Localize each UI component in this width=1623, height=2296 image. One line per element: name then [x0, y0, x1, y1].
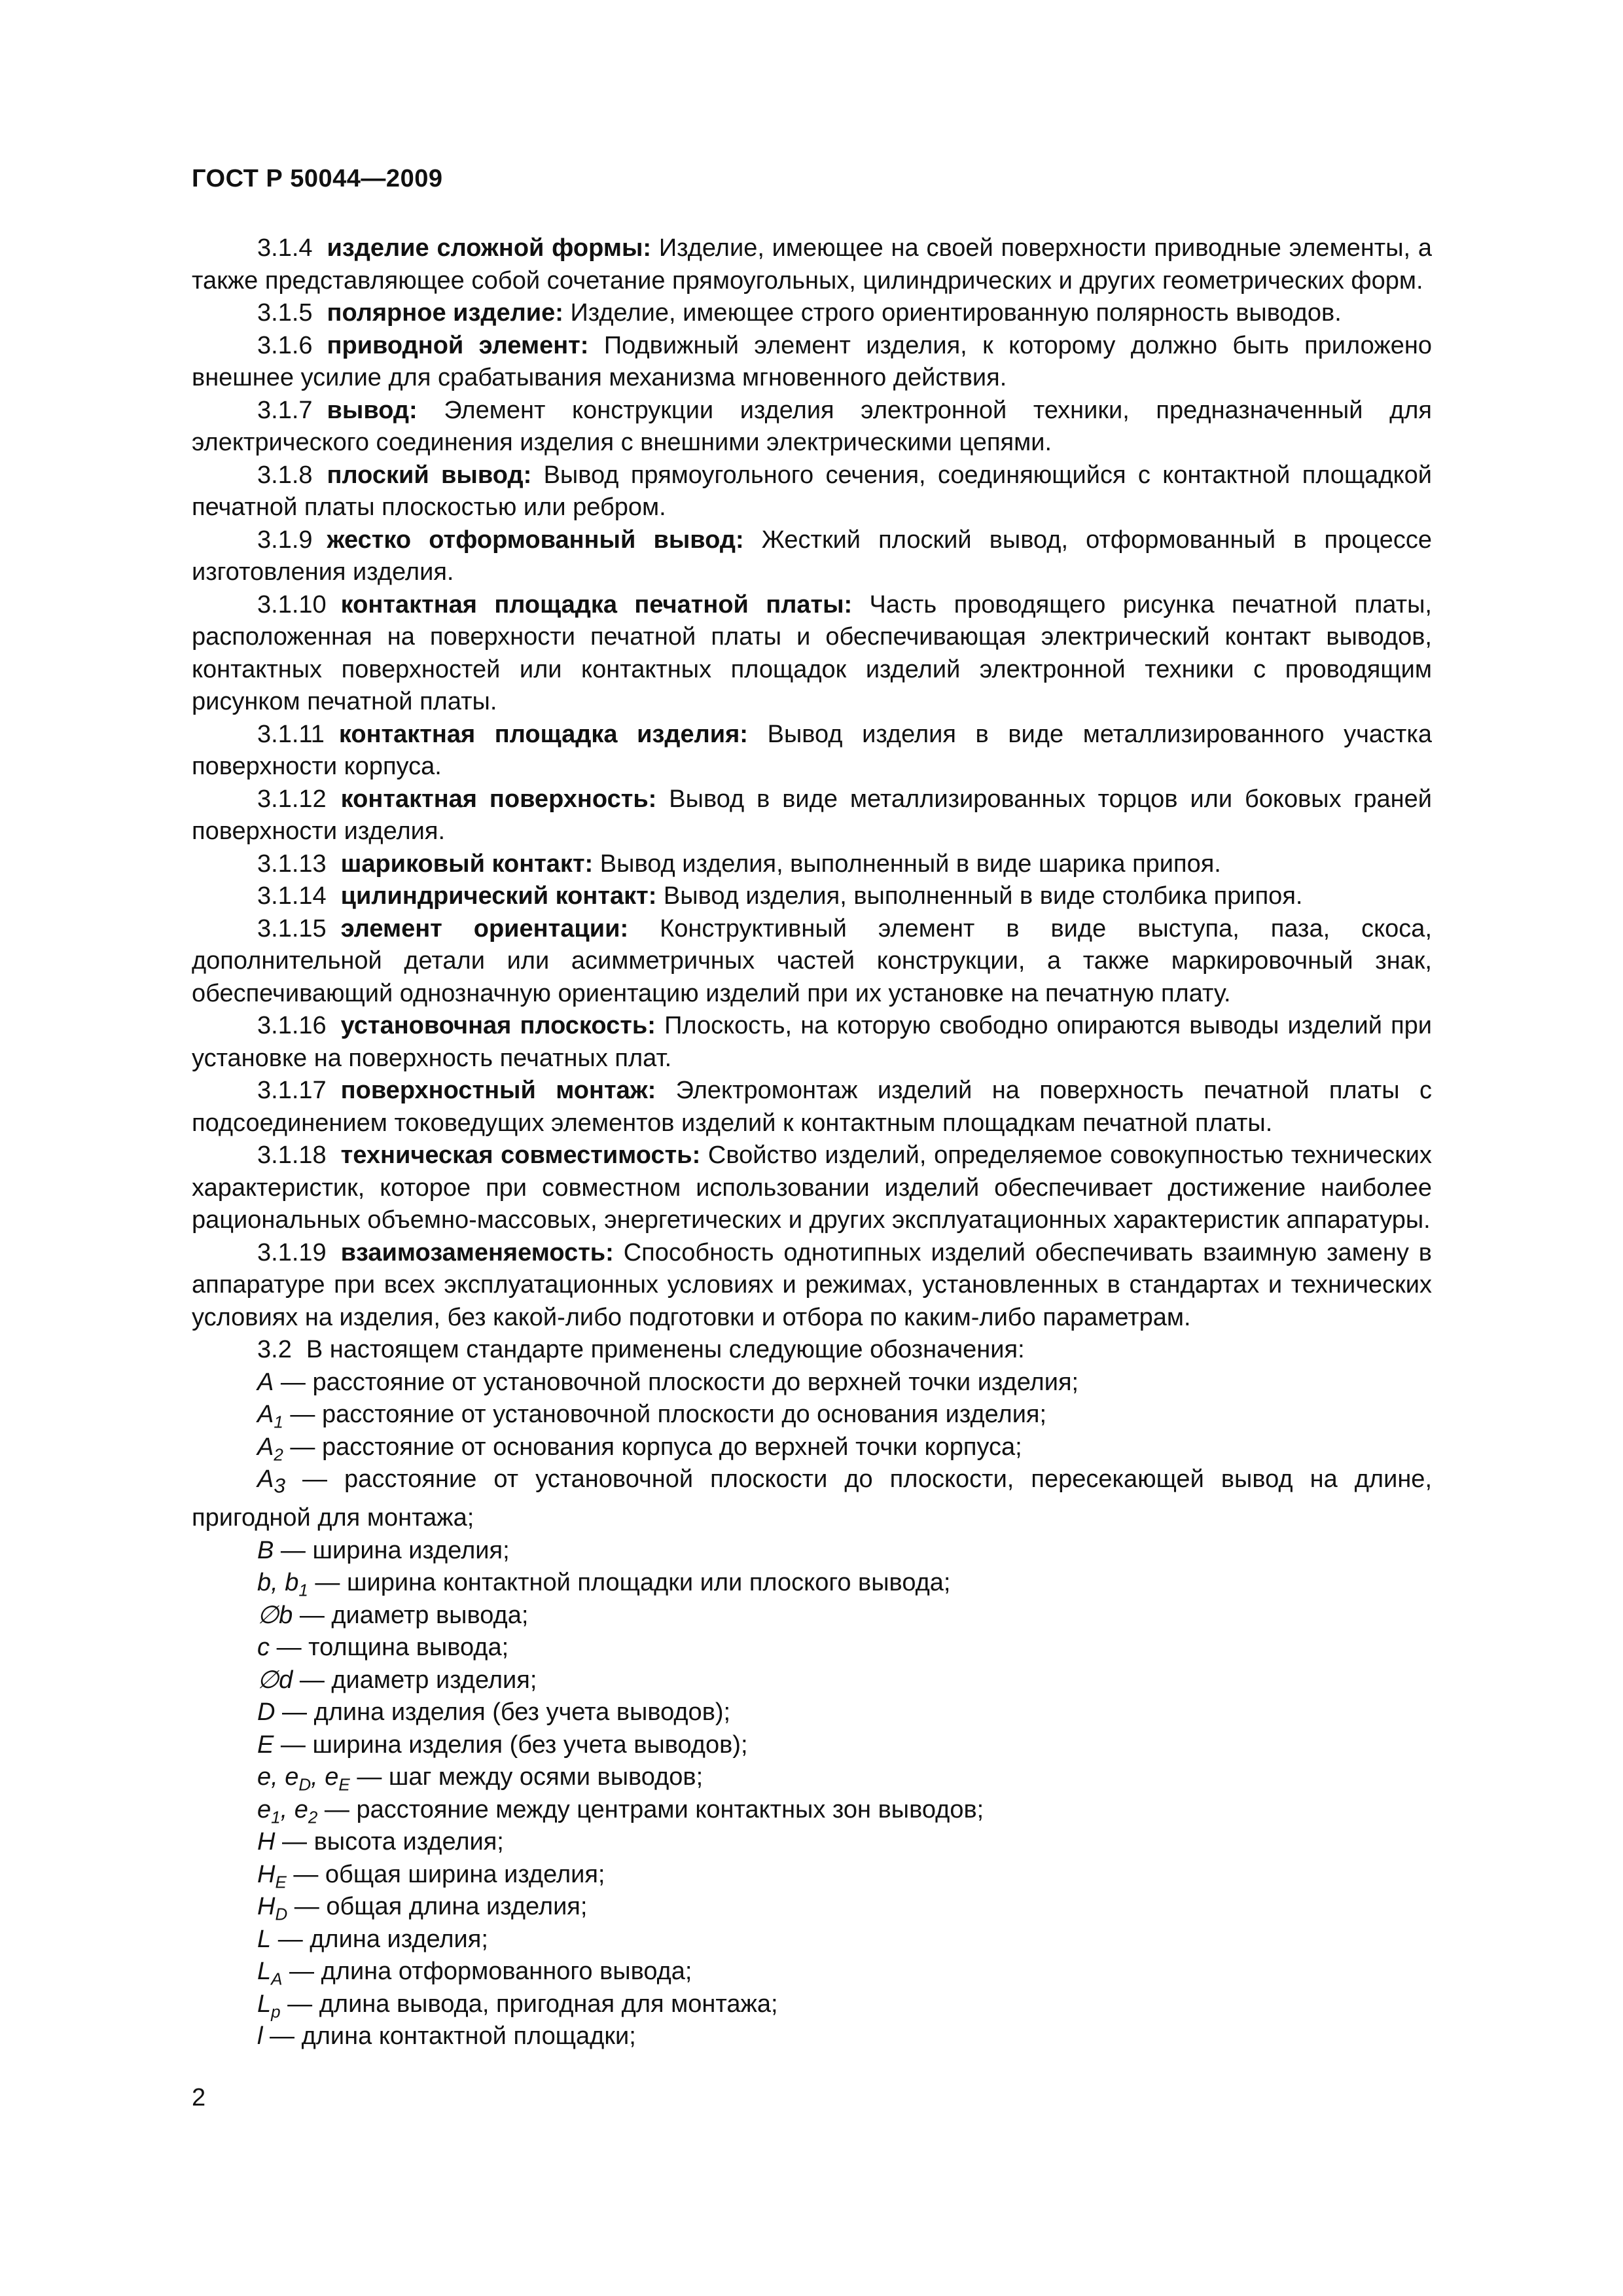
symbol-letter: A — [257, 1433, 274, 1461]
definition-term: шариковый контакт: — [340, 850, 594, 878]
definition-term: контактная площадка изделия: — [338, 720, 748, 748]
symbol-subscript: p — [271, 2001, 281, 2022]
symbol-description: — длина изделия (без учета выводов); — [282, 1698, 731, 1727]
definition-term: цилиндрический контакт: — [340, 882, 657, 910]
symbol-description: — расстояние от установочной плоскости до верхней точки изделия; — [280, 1368, 1079, 1396]
definition-item — [192, 297, 1432, 330]
symbol-description: — общая ширина изделия; — [293, 1860, 605, 1888]
symbol-description: — расстояние от основания корпуса до верхней точки корпуса; — [290, 1433, 1022, 1461]
symbol-description: — длина изделия; — [277, 1925, 488, 1953]
definition-number: 3.1.17 — [257, 1077, 327, 1104]
symbol-description: — диаметр изделия; — [299, 1666, 537, 1694]
definition-text: Жесткий плоский вывод, отформованный в процессе изготовления изделия. — [192, 526, 1432, 586]
symbol-item — [257, 1431, 1432, 1464]
symbol-subscript: 1 — [298, 1580, 308, 1600]
symbol-item — [257, 1891, 1432, 1924]
symbol-letter: H — [257, 1828, 276, 1856]
definition-item — [192, 459, 1432, 524]
symbol-description: — длина вывода, пригодная для монтажа; — [287, 1990, 778, 2018]
symbol-letter: c — [257, 1634, 270, 1662]
definition-text: Вывод в виде металлизированных торцов или боковых граней поверхности изделия. — [192, 785, 1432, 845]
symbol-subscript: D — [298, 1774, 312, 1795]
definition-number: 3.1.19 — [257, 1238, 327, 1266]
definition-term: элемент ориентации: — [340, 914, 629, 942]
definition-number: 3.1.6 — [257, 331, 313, 359]
symbol-description: — ширина изделия (без учета выводов); — [280, 1731, 748, 1759]
symbol-subscript: E — [275, 1872, 287, 1892]
symbol-description: — длина отформованного вывода; — [289, 1958, 692, 1986]
symbol-description: — расстояние от установочной плоскости до основания изделия; — [290, 1401, 1047, 1428]
symbol-letter: e, e — [257, 1763, 299, 1791]
definition-item — [192, 589, 1432, 719]
definition-text: Вывод изделия, выполненный в виде столбика припоя. — [663, 882, 1303, 910]
symbol-description: — высота изделия; — [282, 1828, 504, 1856]
definition-term: контактная поверхность: — [340, 785, 657, 813]
definition-item — [192, 330, 1432, 395]
symbol-letter: B — [257, 1536, 274, 1564]
definition-text: Вывод изделия в виде металлизированного участка поверхности корпуса. — [192, 720, 1433, 780]
symbol-item — [257, 1729, 1432, 1762]
definition-term: поверхностный монтаж: — [340, 1077, 656, 1104]
definition-item — [192, 719, 1432, 783]
symbol-item — [257, 1399, 1432, 1431]
definition-item — [192, 1010, 1432, 1075]
symbol-letter: A — [257, 1465, 274, 1493]
section-3-2 — [192, 1334, 1432, 1367]
symbol-letter: l — [257, 2022, 263, 2051]
definition-number: 3.1.14 — [257, 882, 327, 910]
symbol-subscript: 1 — [271, 1807, 281, 1827]
definition-item — [192, 880, 1432, 913]
definition-term: жестко отформованный вывод: — [327, 526, 744, 554]
definition-term: установочная плоскость: — [340, 1012, 656, 1039]
section-number: 3.2 — [257, 1336, 292, 1363]
symbol-letter: H — [257, 1893, 276, 1921]
section-text: В настоящем стандарте применены следующие обозначения: — [306, 1336, 1025, 1363]
symbol-description: — общая длина изделия; — [294, 1893, 588, 1921]
symbol-subscript: 3 — [274, 1473, 285, 1498]
symbol-letter: A — [257, 1401, 274, 1428]
definition-text: Подвижный элемент изделия, к которому должно быть приложено внешнее усилие для срабатывания механизма мгновенного действия. — [192, 331, 1432, 391]
symbol-letter: L — [257, 1958, 272, 1986]
definition-text: Свойство изделий, определяемое совокупностью технических характеристик, которое при совместном использовании изделий обеспечивает достижение наиболее рациональных объемно-массовых, энергетических и других эксплуатационных характеристик аппаратуры. — [192, 1141, 1432, 1234]
symbol-item — [257, 1367, 1432, 1399]
symbol-item — [257, 1761, 1432, 1794]
definition-term: вывод: — [327, 396, 418, 424]
definition-term: изделие сложной формы: — [327, 234, 652, 262]
symbol-item — [257, 1664, 1432, 1697]
definition-text: Изделие, имеющее на своей поверхности приводные элементы, а также представляющее собой сочетание прямоугольных, цилиндрических и других геометрических форм. — [192, 234, 1432, 295]
definition-number: 3.1.10 — [257, 590, 327, 619]
symbol-letter: ∅d — [257, 1666, 293, 1694]
definition-text: Плоскость, на которую свободно опираются выводы изделий при установке на поверхность печатных плат. — [192, 1012, 1433, 1072]
symbol-subscript: 2 — [308, 1807, 318, 1827]
symbol-letter: H — [257, 1860, 276, 1888]
symbol-item — [257, 1794, 1432, 1827]
symbol-letter: e — [257, 1795, 272, 1823]
definition-text: Элемент конструкции изделия электронной техники, предназначенный для электрического соединения изделия с внешними электрическими цепями. — [192, 396, 1432, 456]
symbol-item — [257, 1956, 1432, 1988]
symbol-letter: , e — [311, 1763, 339, 1791]
definition-term: полярное изделие: — [327, 299, 563, 327]
symbol-item — [257, 1632, 1432, 1664]
definition-term: взаимозаменяемость: — [340, 1238, 614, 1266]
symbol-description: — расстояние между центрами контактных зон выводов; — [324, 1795, 984, 1823]
definition-term: плоский вывод: — [327, 461, 532, 489]
symbol-letter: , e — [280, 1795, 308, 1823]
symbol-letter: L — [257, 1990, 272, 2018]
symbol-item — [257, 1826, 1432, 1859]
symbols-list — [192, 1367, 1432, 2053]
symbol-letter: E — [257, 1731, 274, 1759]
symbol-item — [257, 1988, 1432, 2021]
symbol-letter: ∅b — [257, 1601, 293, 1629]
symbol-description: — ширина изделия; — [280, 1536, 510, 1564]
symbol-item — [257, 1600, 1432, 1632]
definition-number: 3.1.15 — [257, 914, 327, 942]
definition-item — [192, 848, 1432, 881]
page-number: 2 — [192, 2084, 206, 2111]
symbol-subscript: E — [338, 1774, 350, 1795]
definition-number: 3.1.11 — [257, 720, 325, 748]
definition-number: 3.1.13 — [257, 850, 327, 878]
definition-number: 3.1.9 — [257, 526, 313, 554]
symbol-item — [192, 1463, 1432, 1535]
symbol-description: — шаг между осями выводов; — [357, 1763, 704, 1791]
symbol-description: — ширина контактной площадки или плоского вывода; — [315, 1569, 951, 1597]
definition-number: 3.1.5 — [257, 299, 313, 327]
symbol-subscript: 2 — [274, 1444, 283, 1465]
symbol-letter: D — [257, 1698, 276, 1727]
definition-item — [192, 1075, 1432, 1139]
definition-item — [192, 1237, 1432, 1335]
definition-item — [192, 395, 1432, 459]
definition-text: Изделие, имеющее строго ориентированную полярность выводов. — [570, 299, 1342, 327]
symbol-subscript: D — [275, 1904, 288, 1924]
definitions-list — [192, 232, 1432, 1334]
definition-term: приводной элемент: — [327, 331, 589, 359]
definition-number: 3.1.16 — [257, 1012, 327, 1039]
symbol-description: — длина контактной площадки; — [270, 2022, 636, 2051]
symbol-description: — расстояние от установочной плоскости до плоскости, пересекающей вывод на длине, пригодной для монтажа; — [192, 1465, 1432, 1532]
definition-number: 3.1.12 — [257, 785, 327, 813]
symbol-description: — толщина вывода; — [276, 1634, 509, 1662]
definition-item — [192, 913, 1432, 1011]
definition-item — [192, 1139, 1432, 1237]
definition-number: 3.1.4 — [257, 234, 313, 262]
definition-number: 3.1.8 — [257, 461, 313, 489]
symbol-item — [257, 1696, 1432, 1729]
definition-text: Вывод изделия, выполненный в виде шарика припоя. — [599, 850, 1221, 878]
document-header: ГОСТ Р 50044—2009 — [192, 165, 443, 192]
document-body — [192, 232, 1432, 2053]
definition-number: 3.1.18 — [257, 1141, 327, 1169]
symbol-item — [257, 1567, 1432, 1600]
symbol-subscript: A — [271, 1969, 283, 1989]
symbol-item — [257, 1535, 1432, 1568]
definition-text: Способность однотипных изделий обеспечивать взаимную замену в аппаратуре при всех эксплуатационных условиях и режимах, установленных в стандартах и технических условиях на изделия, без какой-либо подготовки и отбора по каким-либо параметрам. — [192, 1238, 1432, 1331]
definition-item — [192, 524, 1432, 589]
definition-text: Электромонтаж изделий на поверхность печатной платы с подсоединением токоведущих элементов изделий к контактным площадкам печатной платы. — [192, 1077, 1432, 1137]
definition-text: Конструктивный элемент в виде выступа, паза, скоса, дополнительной детали или асимметричных частей конструкции, а также маркировочный знак, обеспечивающий однозначную ориентацию изделий при их установке на печатную плату. — [192, 914, 1433, 1007]
symbol-item — [257, 1924, 1432, 1956]
definition-number: 3.1.7 — [257, 396, 313, 424]
definition-item — [192, 232, 1432, 297]
symbol-letter: L — [257, 1925, 272, 1953]
definition-item — [192, 783, 1432, 848]
symbol-letter: A — [257, 1368, 274, 1396]
symbol-item — [257, 2020, 1432, 2053]
symbol-item — [257, 1859, 1432, 1892]
definition-text: Вывод прямоугольного сечения, соединяющийся с контактной площадкой печатной платы плоскостью или ребром. — [192, 461, 1432, 521]
symbol-letter: b, b — [257, 1569, 299, 1597]
definition-text: Часть проводящего рисунка печатной платы, расположенная на поверхности печатной платы и обеспечивающая электрический контакт выводов, контактных поверхностей или контактных площадок изделий электронной техники с проводящим рисунком печатной платы. — [192, 590, 1432, 715]
definition-term: техническая совместимость: — [340, 1141, 701, 1169]
definition-term: контактная площадка печатной платы: — [340, 590, 853, 619]
symbol-description: — диаметр вывода; — [299, 1601, 529, 1629]
symbol-subscript: 1 — [274, 1412, 283, 1432]
